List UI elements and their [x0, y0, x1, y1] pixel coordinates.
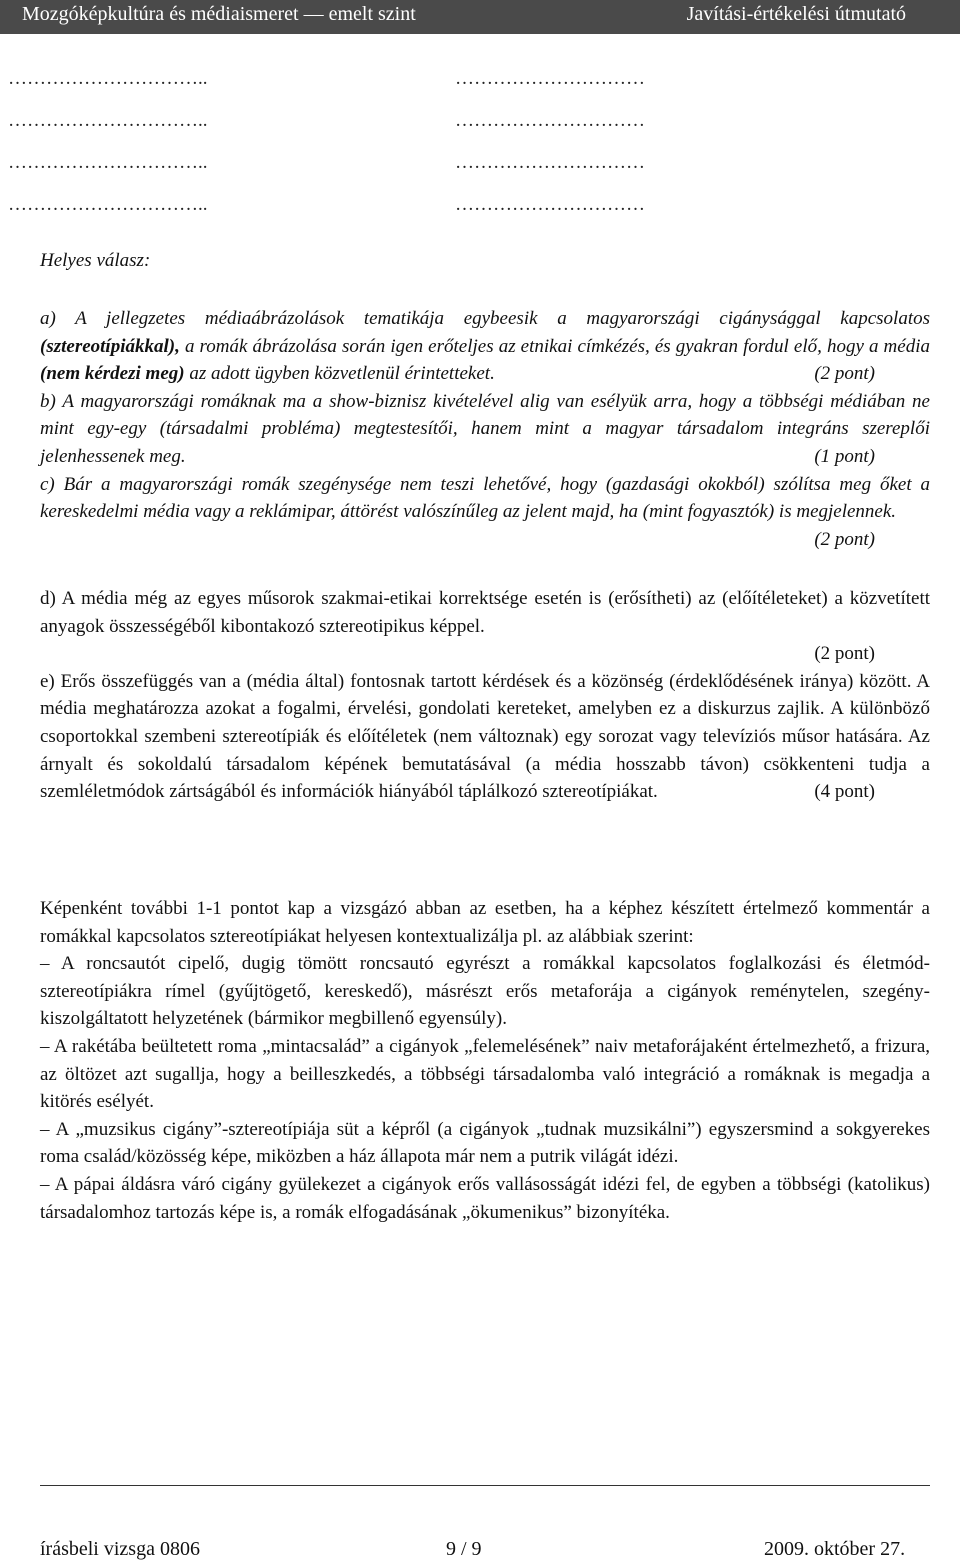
answer-line: ………………………… — [455, 152, 645, 173]
answer-b — [40, 388, 930, 471]
answer-b-text: b) A magyarországi romáknak ma a show-biznisz kivételével alig van esélyük arra, hogy a többségi médiában ne mint egy-egy (társadalmi probléma) megtestesítői, hanem mint a magyar társadalom integráns szereplői jelenhessenek meg. — [40, 390, 930, 467]
answer-line: ………………………… — [455, 110, 645, 131]
answer-a — [40, 305, 930, 388]
answer-c — [40, 471, 930, 550]
answer-d — [40, 585, 930, 640]
answer-a-points: (2 pont) — [814, 363, 875, 385]
answer-a-text-2: a romák ábrázolása során igen erőteljes az etnikai címkézés, és gyakran fordul elő, hogy a média — [179, 335, 930, 357]
answer-a-key-2: (nem kérdezi meg) — [40, 363, 185, 385]
answer-e-text: e) Erős összefüggés van a (média által) fontosnak tartott kérdések és a közönség (érdeklődésének iránya) között. A média meghatározza azokat a fogalmi, érvelési, gondolati kereteket, amelyben ez a diskurzus zajlik. A különböző csoportokkal szembeni sztereotípiák és előítéletek (nem változnak) egy sorozat vagy televíziós műsor hatására. Az árnyalt és sokoldalú társadalom képének bemutatásával (a média hosszabb távon) csökkenteni tudja a szemléletmódok zártságából és információk hiányából táplálkozó sztereotípiákat. — [40, 670, 930, 803]
answer-line: ………………………….. — [8, 152, 208, 173]
bullet-item: – A roncsautót cipelő, dugig tömött roncsautó egyrészt a romákkal kapcsolatos foglalkozási és életmód-sztereotípiákra rímel (gyűjtögető, kereskedő), másrészt erős metaforája a cigányok reménytelen, szegény-kiszolgáltatott helyzetének (bármikor megbillenő egyensúly). — [40, 953, 930, 1030]
answer-block-2 — [40, 585, 930, 806]
extra-points-intro: Képenként további 1-1 pontot kap a vizsgázó abban az esetben, ha a képhez készített értelmező kommentár a romákkal kapcsolatos sztereotípiákat helyesen kontextualizálja pl. az alábbiak szerint: — [40, 898, 930, 947]
footer-date: 2009. október 27. — [764, 1538, 906, 1560]
answer-line: ………………………….. — [8, 194, 208, 215]
bullet-item: – A rakétába beültetett roma „mintacsalád” a cigányok „felemelésének” naiv metaforájaként értelmezhető, a frizura, az öltözet azt sugallja, hogy a beilleszkedés, a többségi társadalomba való integráció a romáknak is megadja a kitörés esélyét. — [40, 1035, 930, 1113]
answer-b-points: (1 pont) — [814, 445, 875, 467]
bullet-item: – A pápai áldásra váró cigány gyülekezet a cigányok erős vallásosságát idézi fel, de egyben a többségi (katolikus) társadalomhoz tartozás képe is, a romák elfogadásának „ökumenikus” bizonyítéka. — [40, 1173, 930, 1223]
header-guide-title: Javítási-értékelési útmutató — [686, 3, 906, 25]
answer-a-key-1: (sztereotípiákkal), — [40, 335, 180, 357]
answer-d-text: d) A média még az egyes műsorok szakmai-etikai korrektsége esetén is (erősítheti) az (előítéleteket) a közvetített anyagok összességéből kibontakozó sztereotipikus képpel. — [40, 588, 930, 637]
bullet-item: – A „muzsikus cigány”-sztereotípiája süt a képről (a cigányok „tudnak muzsikálni”) egyszersmind a sokgyerekes roma család/közösség képe, miközben a ház állapota már nem a putrik világát idézi. — [40, 1118, 930, 1168]
extra-points-block — [40, 895, 930, 1226]
answer-e-points: (4 pont) — [814, 781, 875, 803]
answer-line: ………………………….. — [8, 68, 208, 89]
correct-answer-label-block — [40, 247, 930, 275]
answer-c-points: (2 pont) — [814, 528, 875, 550]
answer-a-text-3: az adott ügyben közvetlenül érintetteket. — [184, 363, 495, 385]
footer-exam-code: írásbeli vizsga 0806 — [40, 1538, 200, 1560]
footer-page-number: 9 / 9 — [446, 1538, 482, 1560]
footer-divider — [40, 1485, 930, 1486]
answer-a-text-1: a) A jellegzetes médiaábrázolások tematikája egybeesik a magyarországi cigánysággal kapcsolatos — [40, 308, 930, 329]
answer-d-points: (2 pont) — [814, 643, 875, 665]
answer-e — [40, 668, 930, 806]
answer-line: ………………………… — [455, 194, 645, 215]
answer-line: ………………………… — [455, 68, 645, 89]
answer-block — [40, 305, 930, 553]
header-subject: Mozgóképkultúra és médiaismeret — emelt szint — [22, 3, 416, 25]
page-header — [0, 0, 960, 34]
answer-line: ………………………….. — [8, 110, 208, 131]
correct-answer-label: Helyes válasz: — [40, 250, 151, 271]
answer-c-text: c) Bár a magyarországi romák szegénysége nem teszi lehetővé, hogy (gazdasági okokból) szólítsa meg őket a kereskedelmi média vagy a reklámipar, áttörést valószínűleg az jelent majd, ha (mint fogyasztók) is megjelennek. — [40, 473, 930, 523]
